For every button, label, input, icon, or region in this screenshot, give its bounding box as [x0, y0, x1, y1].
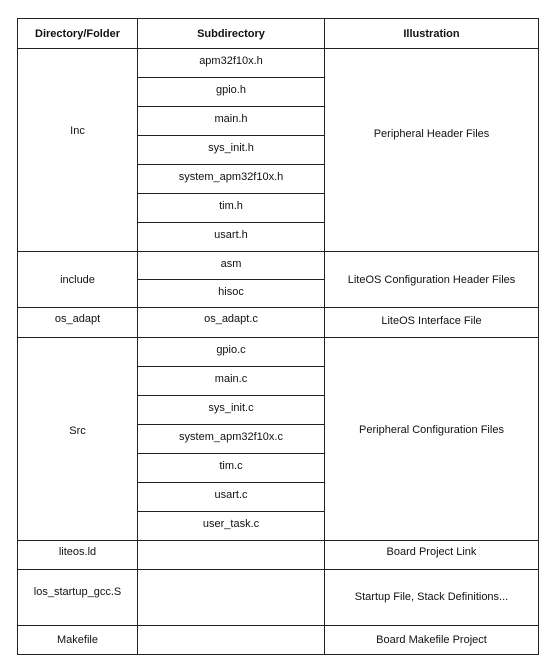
folder-startup: los_startup_gcc.S: [18, 570, 138, 626]
subdirectory-cell: user_task.c: [138, 512, 325, 541]
subdirectory-cell: [138, 626, 325, 655]
subdirectory-cell: main.c: [138, 367, 325, 396]
table-row: [18, 308, 539, 338]
subdirectory-cell: usart.h: [138, 223, 325, 252]
subdirectory-cell: usart.c: [138, 483, 325, 512]
table-row: [18, 338, 539, 367]
subdirectory-cell: hisoc: [138, 280, 325, 308]
illustration-startup: Startup File, Stack Definitions...: [325, 570, 539, 626]
header-illustration: Illustration: [325, 19, 539, 49]
subdirectory-cell: gpio.h: [138, 78, 325, 107]
illustration-makefile: Board Makefile Project: [325, 626, 539, 655]
folder-src: Src: [18, 338, 138, 541]
table-row: [18, 252, 539, 280]
folder-inc: Inc: [18, 49, 138, 252]
subdirectory-cell: os_adapt.c: [138, 308, 325, 338]
illustration-include: LiteOS Configuration Header Files: [325, 252, 539, 308]
subdirectory-cell: system_apm32f10x.h: [138, 165, 325, 194]
illustration-liteos-ld: Board Project Link: [325, 541, 539, 570]
subdirectory-cell: apm32f10x.h: [138, 49, 325, 78]
header-directory: Directory/Folder: [18, 19, 138, 49]
header-subdirectory: Subdirectory: [138, 19, 325, 49]
illustration-inc: Peripheral Header Files: [325, 49, 539, 252]
table-row: [18, 541, 539, 570]
subdirectory-cell: sys_init.h: [138, 136, 325, 165]
subdirectory-cell: [138, 541, 325, 570]
subdirectory-cell: main.h: [138, 107, 325, 136]
subdirectory-cell: sys_init.c: [138, 396, 325, 425]
folder-makefile: Makefile: [18, 626, 138, 655]
illustration-src: Peripheral Configuration Files: [325, 338, 539, 541]
subdirectory-cell: [138, 570, 325, 626]
subdirectory-cell: tim.c: [138, 454, 325, 483]
table-row: [18, 626, 539, 655]
illustration-os-adapt: LiteOS Interface File: [325, 308, 539, 338]
subdirectory-cell: system_apm32f10x.c: [138, 425, 325, 454]
subdirectory-cell: asm: [138, 252, 325, 280]
table-row: [18, 570, 539, 626]
subdirectory-cell: gpio.c: [138, 338, 325, 367]
folder-liteos-ld: liteos.ld: [18, 541, 138, 570]
folder-os-adapt: os_adapt: [18, 308, 138, 338]
header-row: [18, 19, 539, 49]
subdirectory-cell: tim.h: [138, 194, 325, 223]
table-row: [18, 49, 539, 78]
directory-table: [17, 18, 539, 655]
folder-include: include: [18, 252, 138, 308]
